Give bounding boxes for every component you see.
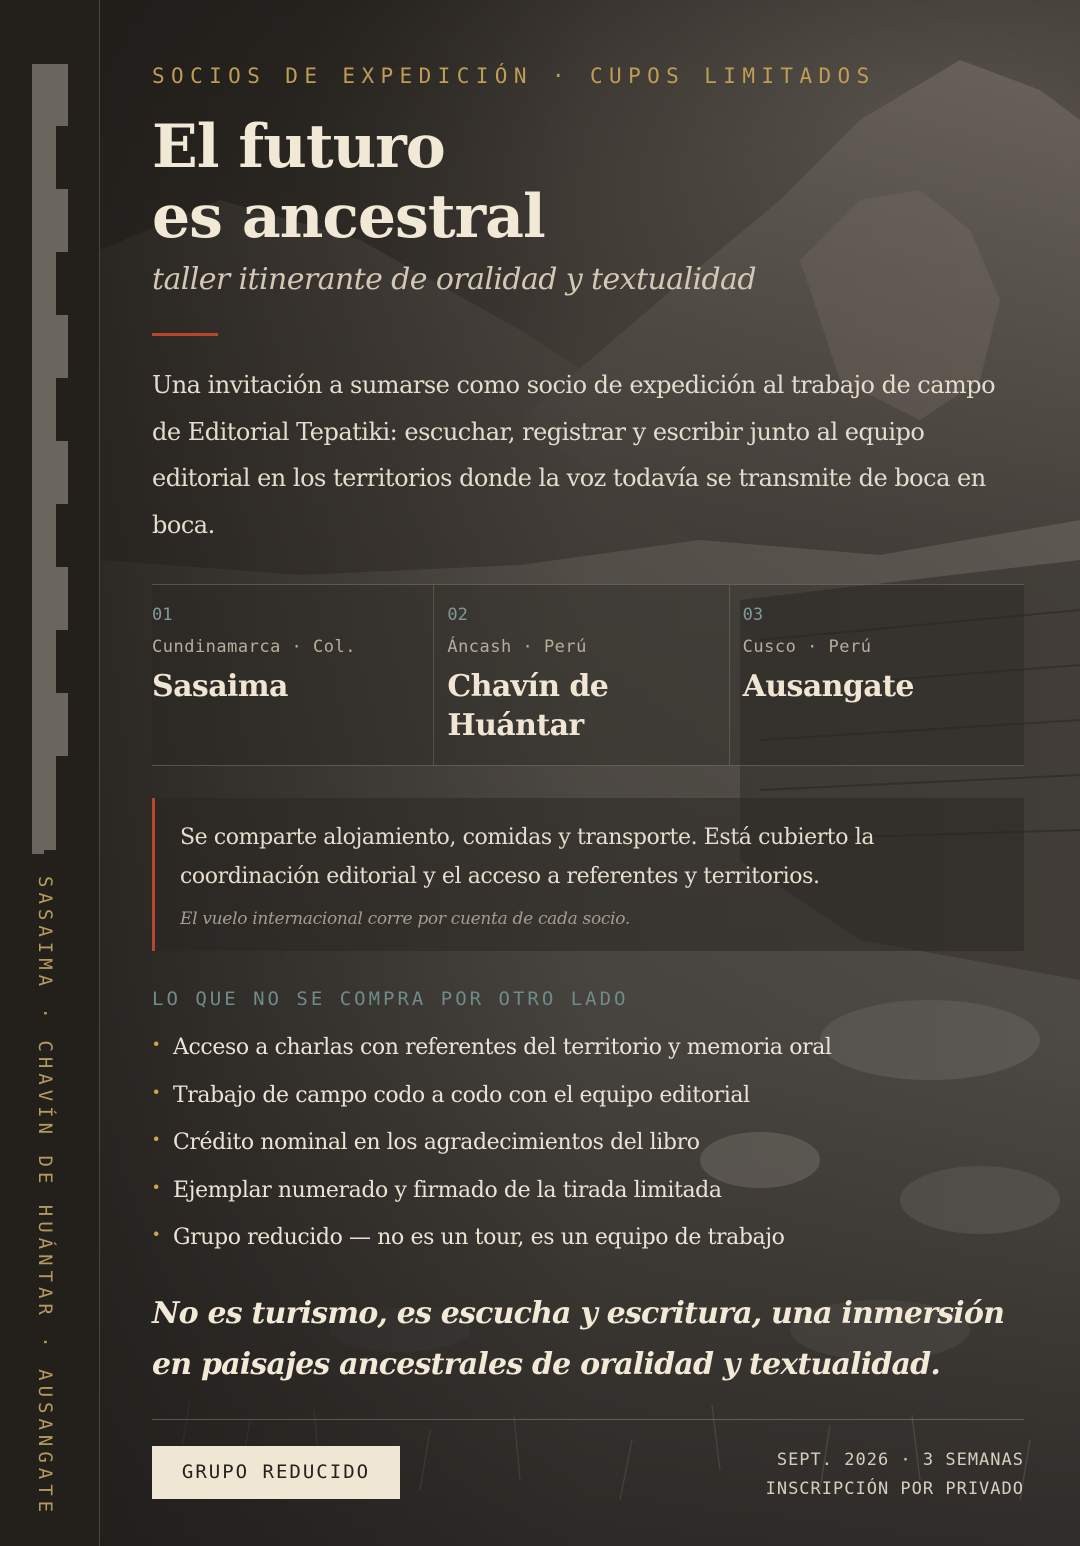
closing-statement: No es turismo, es escucha y escritura, una inmersión en paisajes ancestrales de oralidad y textualidad. (152, 1296, 1005, 1382)
place-name: Sasaima (152, 669, 288, 704)
list-item: · Ejemplar numerado y firmado de la tirada limitada (152, 1167, 832, 1215)
benefits-heading: LO QUE NO SE COMPRA POR OTRO LADO (152, 988, 629, 1010)
list-item: · Acceso a charlas con referentes del territorio y memoria oral (152, 1024, 832, 1072)
place-region: Áncash · Perú (447, 637, 587, 657)
footer-date: SEPT. 2026 · 3 SEMANAS (776, 1450, 1024, 1470)
stepped-pattern-icon (32, 64, 68, 854)
place-number: 01 (152, 605, 173, 625)
place-name: Ausangate (742, 669, 914, 704)
coverage-note (152, 798, 1024, 951)
place-card (729, 585, 1024, 765)
title-line-1: El futuro (152, 112, 445, 182)
kicker: SOCIOS DE EXPEDICIÓN · CUPOS LIMITADOS (152, 64, 876, 88)
vertical-locations-text: SASAIMA · CHAVÍN DE HUÁNTAR · AUSANGATE (34, 876, 56, 1518)
list-item: · Grupo reducido — no es un tour, es un equipo de trabajo (152, 1214, 832, 1262)
place-card (152, 585, 433, 765)
title-line-2: es ancestral (152, 182, 545, 252)
accent-divider (152, 333, 218, 336)
places-grid (152, 584, 1024, 766)
place-region: Cusco · Perú (742, 637, 872, 657)
footer-divider (152, 1419, 1024, 1420)
benefits-list (152, 1024, 832, 1262)
footer-info (766, 1446, 1024, 1504)
sidebar (0, 0, 100, 1546)
coverage-note-main: Se comparte alojamiento, comidas y transporte. Está cubierto la coordinación editorial y el acceso a referentes y territorios. (180, 825, 875, 889)
list-item: · Trabajo de campo codo a codo con el equipo editorial (152, 1072, 832, 1120)
place-number: 02 (447, 605, 468, 625)
place-number: 03 (742, 605, 764, 625)
place-card (433, 585, 728, 765)
page-title (152, 112, 545, 252)
place-region: Cundinamarca · Col. (152, 637, 356, 657)
subtitle: taller itinerante de oralidad y textualidad (152, 262, 756, 297)
place-name: Chavín de Huántar (447, 669, 609, 743)
coverage-note-small: El vuelo internacional corre por cuenta de cada socio. (180, 909, 630, 929)
intro-paragraph: Una invitación a sumarse como socio de expedición al trabajo de campo de Editorial Tepatiki: escuchar, registrar y escribir junto al equipo editorial en los territorios donde la voz todavía se transmite de boca en boca. (152, 371, 996, 539)
list-item: · Crédito nominal en los agradecimientos del libro (152, 1119, 832, 1167)
group-badge: GRUPO REDUCIDO (152, 1446, 400, 1499)
footer-registration: INSCRIPCIÓN POR PRIVADO (765, 1479, 1024, 1499)
